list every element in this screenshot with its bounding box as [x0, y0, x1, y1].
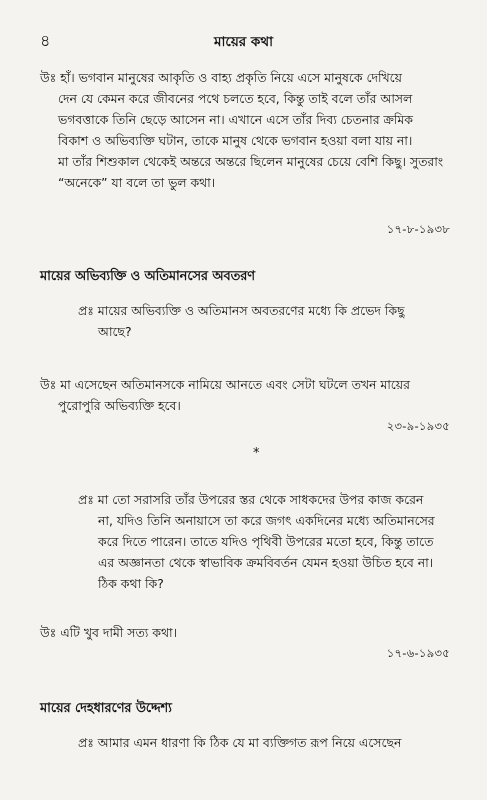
answer-paragraph-2 — [40, 374, 410, 416]
section-heading-1: মায়ের অভিব্যক্তি ও অতিমানসের অবতরণ — [40, 269, 255, 284]
text-line: পুরোপুরি অভিব্যক্তি হবে। — [58, 398, 181, 413]
text-line: এর অজ্ঞানতা থেকে স্বাভাবিক ক্রমবিবর্তন যেমন হওয়া উচিত হবে না। — [98, 555, 434, 570]
text-line: মা তাঁর শিশুকাল থেকেই অন্তরে অন্তরে ছিলেন মানুষের চেয়ে বেশি কিছু। সুতরাং — [58, 154, 444, 169]
text-line: উঃ মা এসেছেন অতিমানসকে নামিয়ে আনতে এবং সেটা ঘটলে তখন মায়ের — [40, 377, 410, 392]
separator-star: * — [253, 446, 260, 461]
text-line: আছে? — [98, 324, 132, 339]
section-heading-2: মায়ের দেহধারণের উদ্দেশ্য — [40, 701, 172, 716]
text-line: বিকাশ ও অভিব্যক্তি ঘটান, তাকে মানুষ থেকে ভগবান হওয়া বলা যায় না। — [58, 133, 413, 148]
running-title: মায়ের কথা — [213, 34, 274, 50]
date-2: ২৩-৯-১৯৩৫ — [386, 419, 450, 433]
text-line: ভগবত্তাকে তিনি ছেড়ে আসেন না। এখানে এসে তাঁর দিব্য চেতনার ক্রমিক — [58, 112, 413, 127]
date-3: ১৭-৬-১৯৩৫ — [386, 646, 450, 660]
text-line: উঃ এটি খুব দামী সত্য কথা। — [40, 625, 178, 640]
text-line: প্রঃ মায়ের অভিব্যক্তি ও অতিমানস অবতরণের মধ্যে কি প্রভেদ কিছু — [78, 303, 405, 318]
question-paragraph-3 — [78, 732, 401, 753]
text-line: ঠিক কথা কি? — [98, 576, 164, 591]
text-line: করে দিতে পারেন। তাতে যদিও পৃথিবী উপরের মতো হবে, কিন্তু তাতে — [98, 534, 434, 549]
question-paragraph-2 — [78, 489, 435, 594]
page-number: ৪ — [40, 31, 51, 50]
question-paragraph-1 — [78, 300, 405, 342]
answer-paragraph-1 — [40, 67, 443, 193]
answer-paragraph-3 — [40, 622, 177, 643]
text-line: না, যদিও তিনি অনায়াসে তা করে জগৎ একদিনের মধ্যে অতিমানসের — [98, 513, 435, 528]
text-line: দেন যে কেমন করে জীবনের পথে চলতে হবে, কিন্তু তাই বলে তাঁর আসল — [58, 91, 413, 106]
text-line: প্রঃ আমার এমন ধারণা কি ঠিক যে মা ব্যক্তিগত রূপ নিয়ে এসেছেন — [78, 735, 402, 750]
text-line: উঃ হাঁ। ভগবান মানুষের আকৃতি ও বাহ্য প্রকৃতি নিয়ে এসে মানুষকে দেখিয়ে — [40, 70, 402, 85]
text-line: প্রঃ মা তো সরাসরি তাঁর উপরের স্তর থেকে সাধকদের উপর কাজ করেন — [78, 492, 424, 507]
date-1: ১৭-৮-১৯৩৮ — [386, 222, 450, 236]
text-line: “অনেকে” যা বলে তা ভুল কথা। — [58, 175, 216, 190]
